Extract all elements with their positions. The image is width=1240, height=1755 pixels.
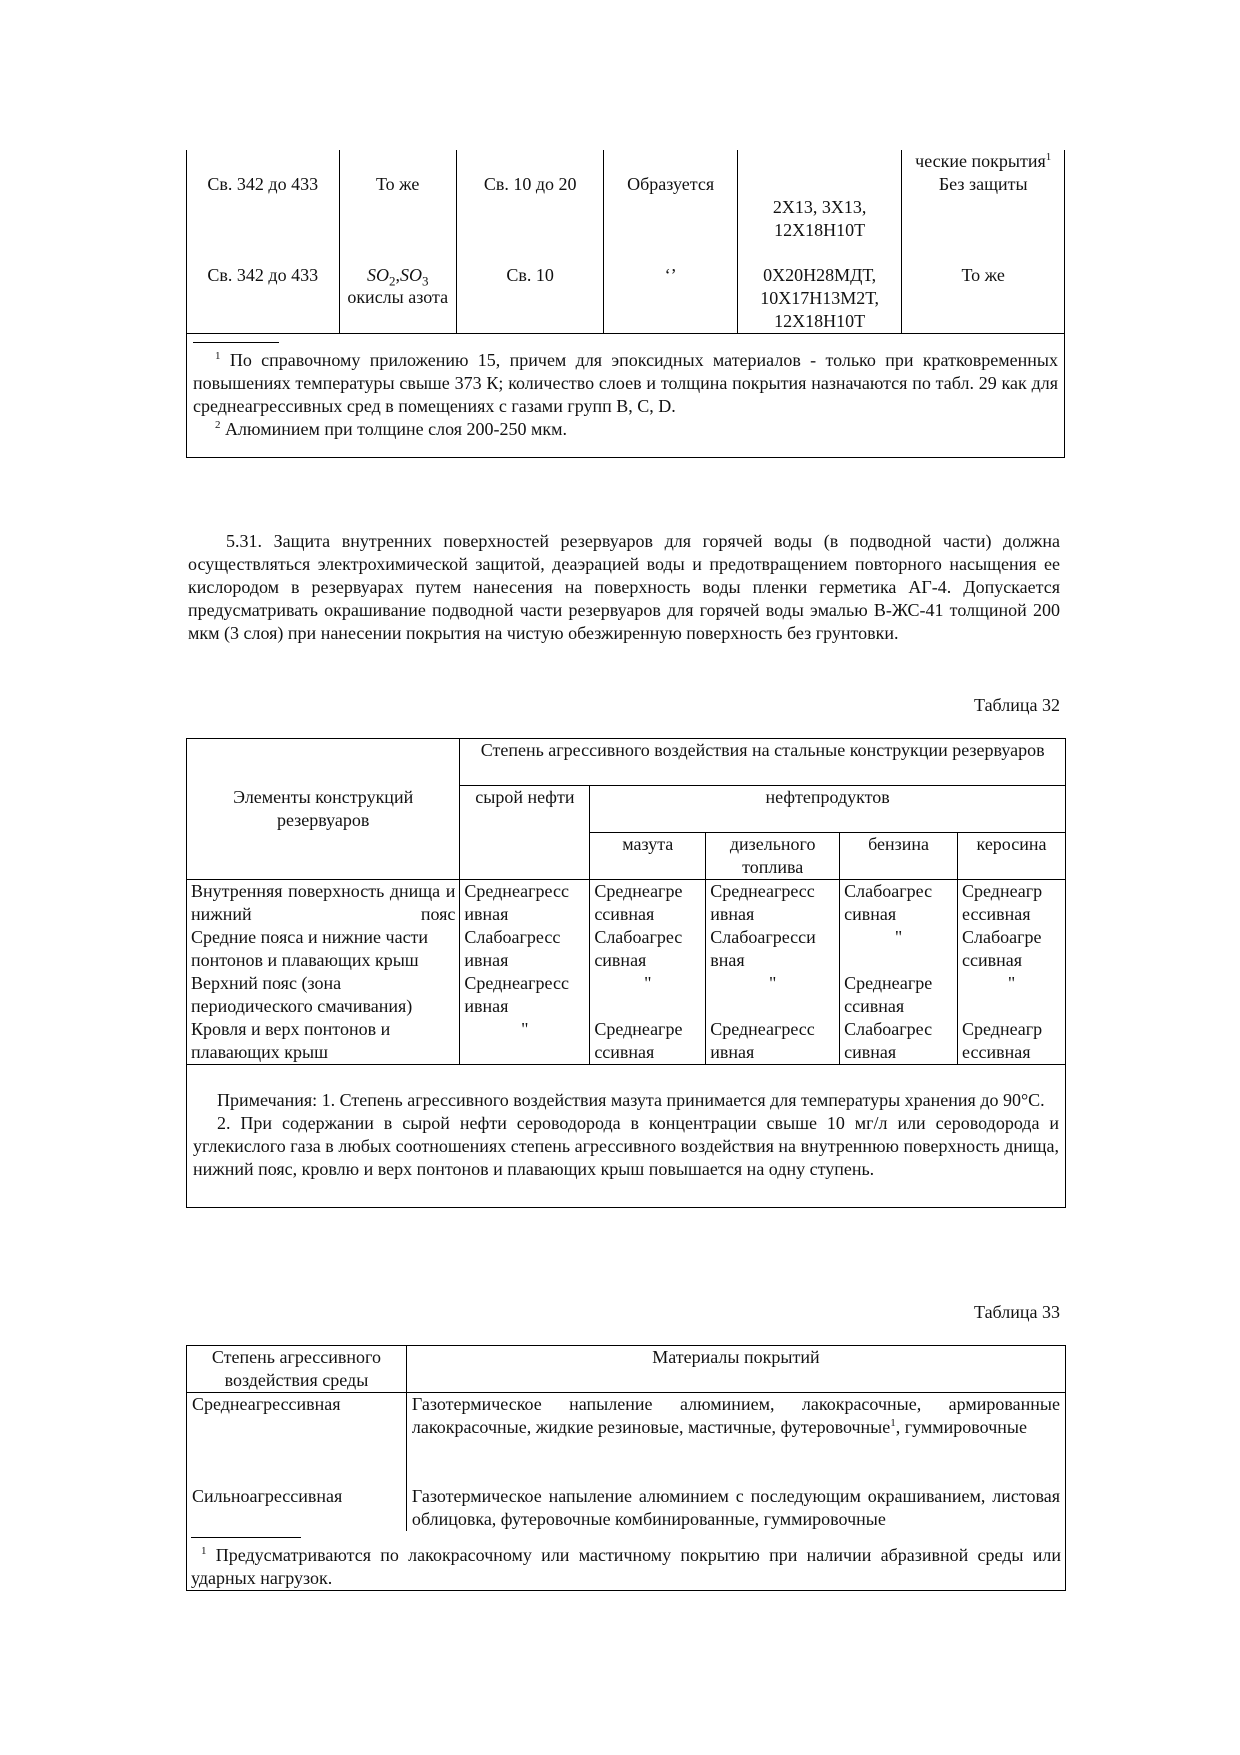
element-cell: Средние пояса и нижние части понтонов и плавающих крыш — [187, 926, 460, 972]
table-row — [187, 880, 1066, 927]
continued-table — [186, 150, 1065, 458]
table-header-row — [187, 739, 1066, 786]
humidity-cell: Св. 10 — [456, 242, 604, 334]
header-elements: Элементы конструкций резервуаров — [187, 739, 460, 880]
footnote-ref: 1 — [890, 1417, 896, 1429]
element-cell: Кровля и верх понтонов и плавающих крыш — [187, 1018, 460, 1065]
diesel-cell: Среднеагресс ивная — [706, 880, 840, 927]
table-row — [187, 173, 1065, 242]
so2-formula: SO — [366, 265, 389, 285]
condensate-cell: Образуется — [604, 173, 737, 242]
humidity-cell: Св. 10 до 20 — [456, 173, 604, 242]
table-row — [187, 972, 1066, 1018]
table-row — [187, 926, 1066, 972]
element-cell: Верхний пояс (зона периодического смачивания) — [187, 972, 460, 1018]
diesel-cell: " — [706, 972, 840, 1018]
condensate-cell: ‘’ — [604, 242, 737, 334]
footnote-1: $^1$ Предусматриваются по лакокрасочному или мастичному покрытию при наличии абразивной среды или ударных нагрузок. — [191, 1545, 1061, 1588]
table-32 — [186, 738, 1066, 1208]
table-header-row — [187, 1346, 1066, 1393]
kerosene-cell: Слабоагре ссивная — [958, 926, 1066, 972]
header-diesel: дизельного топлива — [706, 833, 840, 880]
footnote-1: $^1$ По справочному приложению 15, причем для эпоксидных материалов - только при кратковременных повышениях температуры свыше 373 К; количество слоев и толщина покрытия назначаются по табл. 29 как для среднеагрессивных сред в помещениях с газами групп В, С, D. — [193, 350, 1059, 416]
coating-cell — [902, 150, 1065, 173]
diesel-cell: Слабоагресси вная — [706, 926, 840, 972]
table-32-caption: Таблица 32 — [974, 695, 1060, 715]
steel-grade-cell: 2Х13, 3Х13, 12Х18Н10Т — [737, 173, 902, 242]
temperature-cell: Св. 342 до 433 — [207, 174, 319, 194]
header-gasoline: бензина — [840, 833, 958, 880]
so3-formula: SO — [399, 265, 422, 285]
mazut-cell: Среднеагре ссивная — [590, 880, 706, 927]
crude-cell: Среднеагресс ивная — [460, 880, 590, 927]
temperature-cell: Св. 342 до 433 — [207, 265, 319, 285]
footnote-row — [187, 334, 1065, 458]
table-row — [187, 242, 1065, 334]
diesel-cell: Среднеагресс ивная — [706, 1018, 840, 1065]
kerosene-cell: " — [958, 972, 1066, 1018]
mazut-cell: " — [590, 972, 706, 1018]
materials-cell: Газотермическое напыление алюминием с последующим окрашиванием, листовая облицовка, футеровочные комбинированные, гуммировочные — [406, 1485, 1065, 1531]
kerosene-cell: Среднеагр ессивная — [958, 880, 1066, 927]
footnote-ref: 1 — [1045, 151, 1052, 163]
gas-cell: $SO_2,SO_3$ окислы азота — [339, 242, 456, 334]
kerosene-cell: Среднеагр ессивная — [958, 1018, 1066, 1065]
header-degree: Степень агрессивного воздействия на стальные конструкции резервуаров — [460, 739, 1066, 786]
header-products: нефтепродуктов — [590, 786, 1066, 833]
degree-cell: Среднеагрессивная — [187, 1393, 407, 1486]
gasoline-cell: " — [840, 926, 958, 972]
crude-cell: Слабоагресс ивная — [460, 926, 590, 972]
steel-grade-cell: 0Х20Н28МДТ, 10Х17Н13М2Т, 12Х18Н10Т — [737, 242, 902, 334]
crude-cell: " — [460, 1018, 590, 1065]
footnote-divider — [193, 342, 279, 343]
coating-text: ческие покрытия — [915, 151, 1046, 171]
element-cell: Внутренняя поверхность днища и нижний пояс — [187, 880, 460, 927]
paragraph-5-31: 5.31. Защита внутренних поверхностей резервуаров для горячей воды (в подводной части) должна осуществляться электрохимической защитой, деаэрацией воды и предотвращением повторного насыщения ее кислородом в резервуарах путем нанесения на поверхность воды пленки герметика АГ-4. Допускается предусматривать окрашивание подводной части резервуаров для горячей воды эмалью В-ЖС-41 толщиной 200 мкм (3 слоя) при нанесении покрытия на чистую обезжиренную поверхность без грунтовки. — [188, 531, 1060, 643]
table-33 — [186, 1345, 1066, 1591]
degree-cell: Сильноагрессивная — [187, 1485, 407, 1531]
materials-cell: Газотермическое напыление алюминием, лакокрасочные, армированные лакокрасочные, жидкие резиновые, мастичные, футеровочные$^1$, гуммировочные — [406, 1393, 1065, 1486]
mazut-cell: Среднеагре ссивная — [590, 1018, 706, 1065]
gas-text: окислы азота — [347, 287, 449, 307]
mazut-cell: Слабоагрес сивная — [590, 926, 706, 972]
header-kerosene: керосина — [958, 833, 1066, 880]
protection-cell: То же — [902, 242, 1065, 334]
crude-cell: Среднеагресс ивная — [460, 972, 590, 1018]
table-row — [187, 150, 1065, 173]
header-degree: Степень агрессивного воздействия среды — [187, 1346, 407, 1393]
note-2: 2. При содержании в сырой нефти сероводорода в концентрации свыше 10 мг/л или сероводорода и углекислого газа в любых соотношениях степень агрессивного воздействия на внутреннюю поверхность днища, нижний пояс, кровлю и верх понтонов и плавающих крыш повышается на одну ступень. — [193, 1113, 1059, 1179]
header-crude: сырой нефти — [460, 786, 590, 880]
header-materials: Материалы покрытий — [406, 1346, 1065, 1393]
gasoline-cell: Среднеагре ссивная — [840, 972, 958, 1018]
footnote-row — [187, 1531, 1066, 1591]
table-row — [187, 1485, 1066, 1531]
gas-cell: То же — [339, 173, 456, 242]
table-row — [187, 1393, 1066, 1486]
footnote-2: $^2$ Алюминием при толщине слоя 200-250 мкм. — [215, 419, 568, 439]
gasoline-cell: Слабоагрес сивная — [840, 1018, 958, 1065]
note-1: Примечания: 1. Степень агрессивного воздействия мазута принимается для температуры хранения до 90°С. — [217, 1090, 1045, 1110]
gasoline-cell: Слабоагрес сивная — [840, 880, 958, 927]
footnote-divider — [191, 1537, 301, 1538]
table-notes-row — [187, 1065, 1066, 1208]
table-row — [187, 1018, 1066, 1065]
protection-cell: Без защиты — [902, 173, 1065, 242]
table-33-caption: Таблица 33 — [974, 1302, 1060, 1322]
header-mazut: мазута — [590, 833, 706, 880]
